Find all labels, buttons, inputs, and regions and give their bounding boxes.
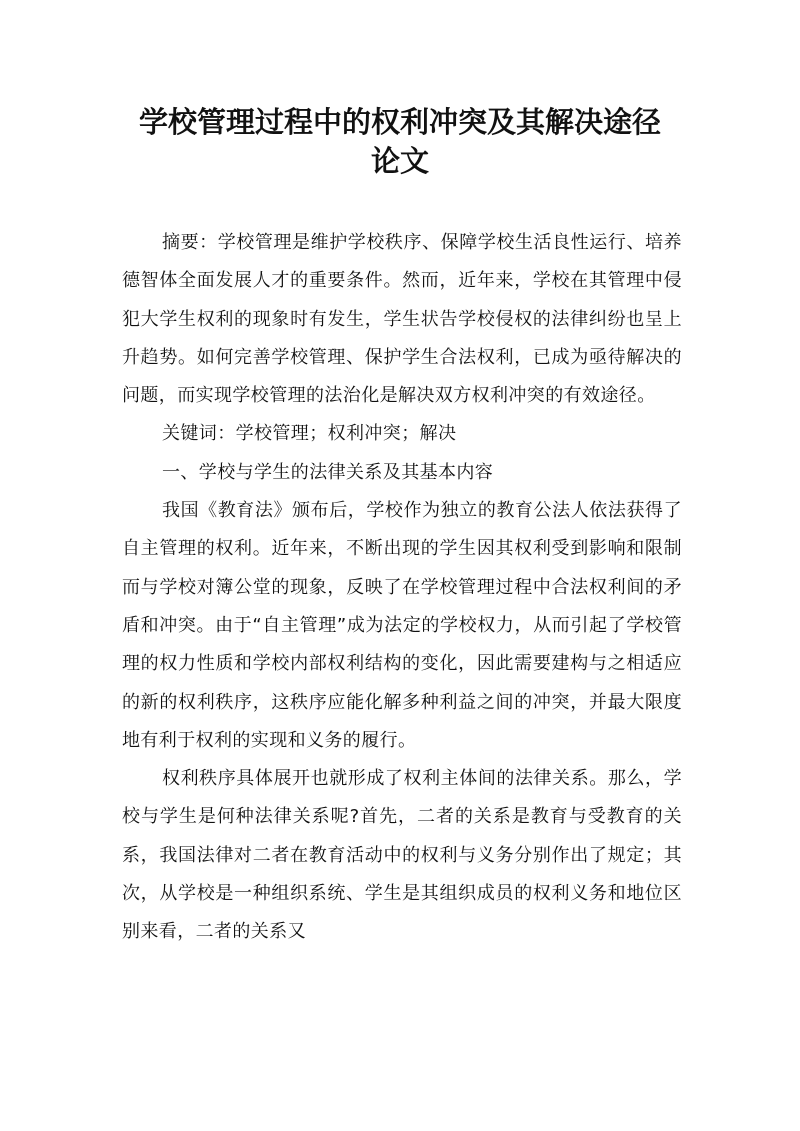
document-title-line-1: 学校管理过程中的权利冲突及其解决途径 [138,105,661,139]
section-heading: 一、学校与学生的法律关系及其基本内容 [162,461,494,483]
abstract-paragraph: 摘要：学校管理是维护学校秩序、保障学校生活良性运行、培养德智体全面发展人才的重要条件。然而，近年来，学校在其管理中侵犯大学生权利的现象时有发生，学生状告学校侵权的法律纠纷也呈上升趋势。如何完善学校管理、保护学生合法权利，已成为亟待解决的问题，而实现学校管理的法治化是解决双方权利冲突的有效途径。 [122,232,682,407]
document-body [122,224,682,952]
document-title-line-2: 论文 [370,144,429,178]
keywords-paragraph: 关键词：学校管理；权利冲突；解决 [162,423,457,445]
body-paragraph: 我国《教育法》颁布后，学校作为独立的教育公法人依法获得了自主管理的权利。近年来，不断出现的学生因其权利受到影响和限制而与学校对簿公堂的现象，反映了在学校管理过程中合法权利间的矛盾和冲突。由于“自主管理”成为法定的学校权力，从而引起了学校管理的权力性质和学校内部权利结构的变化，因此需要建构与之相适应的新的权利秩序，这秩序应能化解多种利益之间的冲突，并最大限度地有利于权利的实现和义务的履行。 [122,500,682,751]
body-paragraph: 权利秩序具体展开也就形成了权利主体间的法律关系。那么，学校与学生是何种法律关系呢?首先，二者的关系是教育与受教育的关系，我国法律对二者在教育活动中的权利与义务分别作出了规定；其次，从学校是一种组织系统、学生是其组织成员的权利义务和地位区别来看，二者的关系又 [122,768,682,943]
